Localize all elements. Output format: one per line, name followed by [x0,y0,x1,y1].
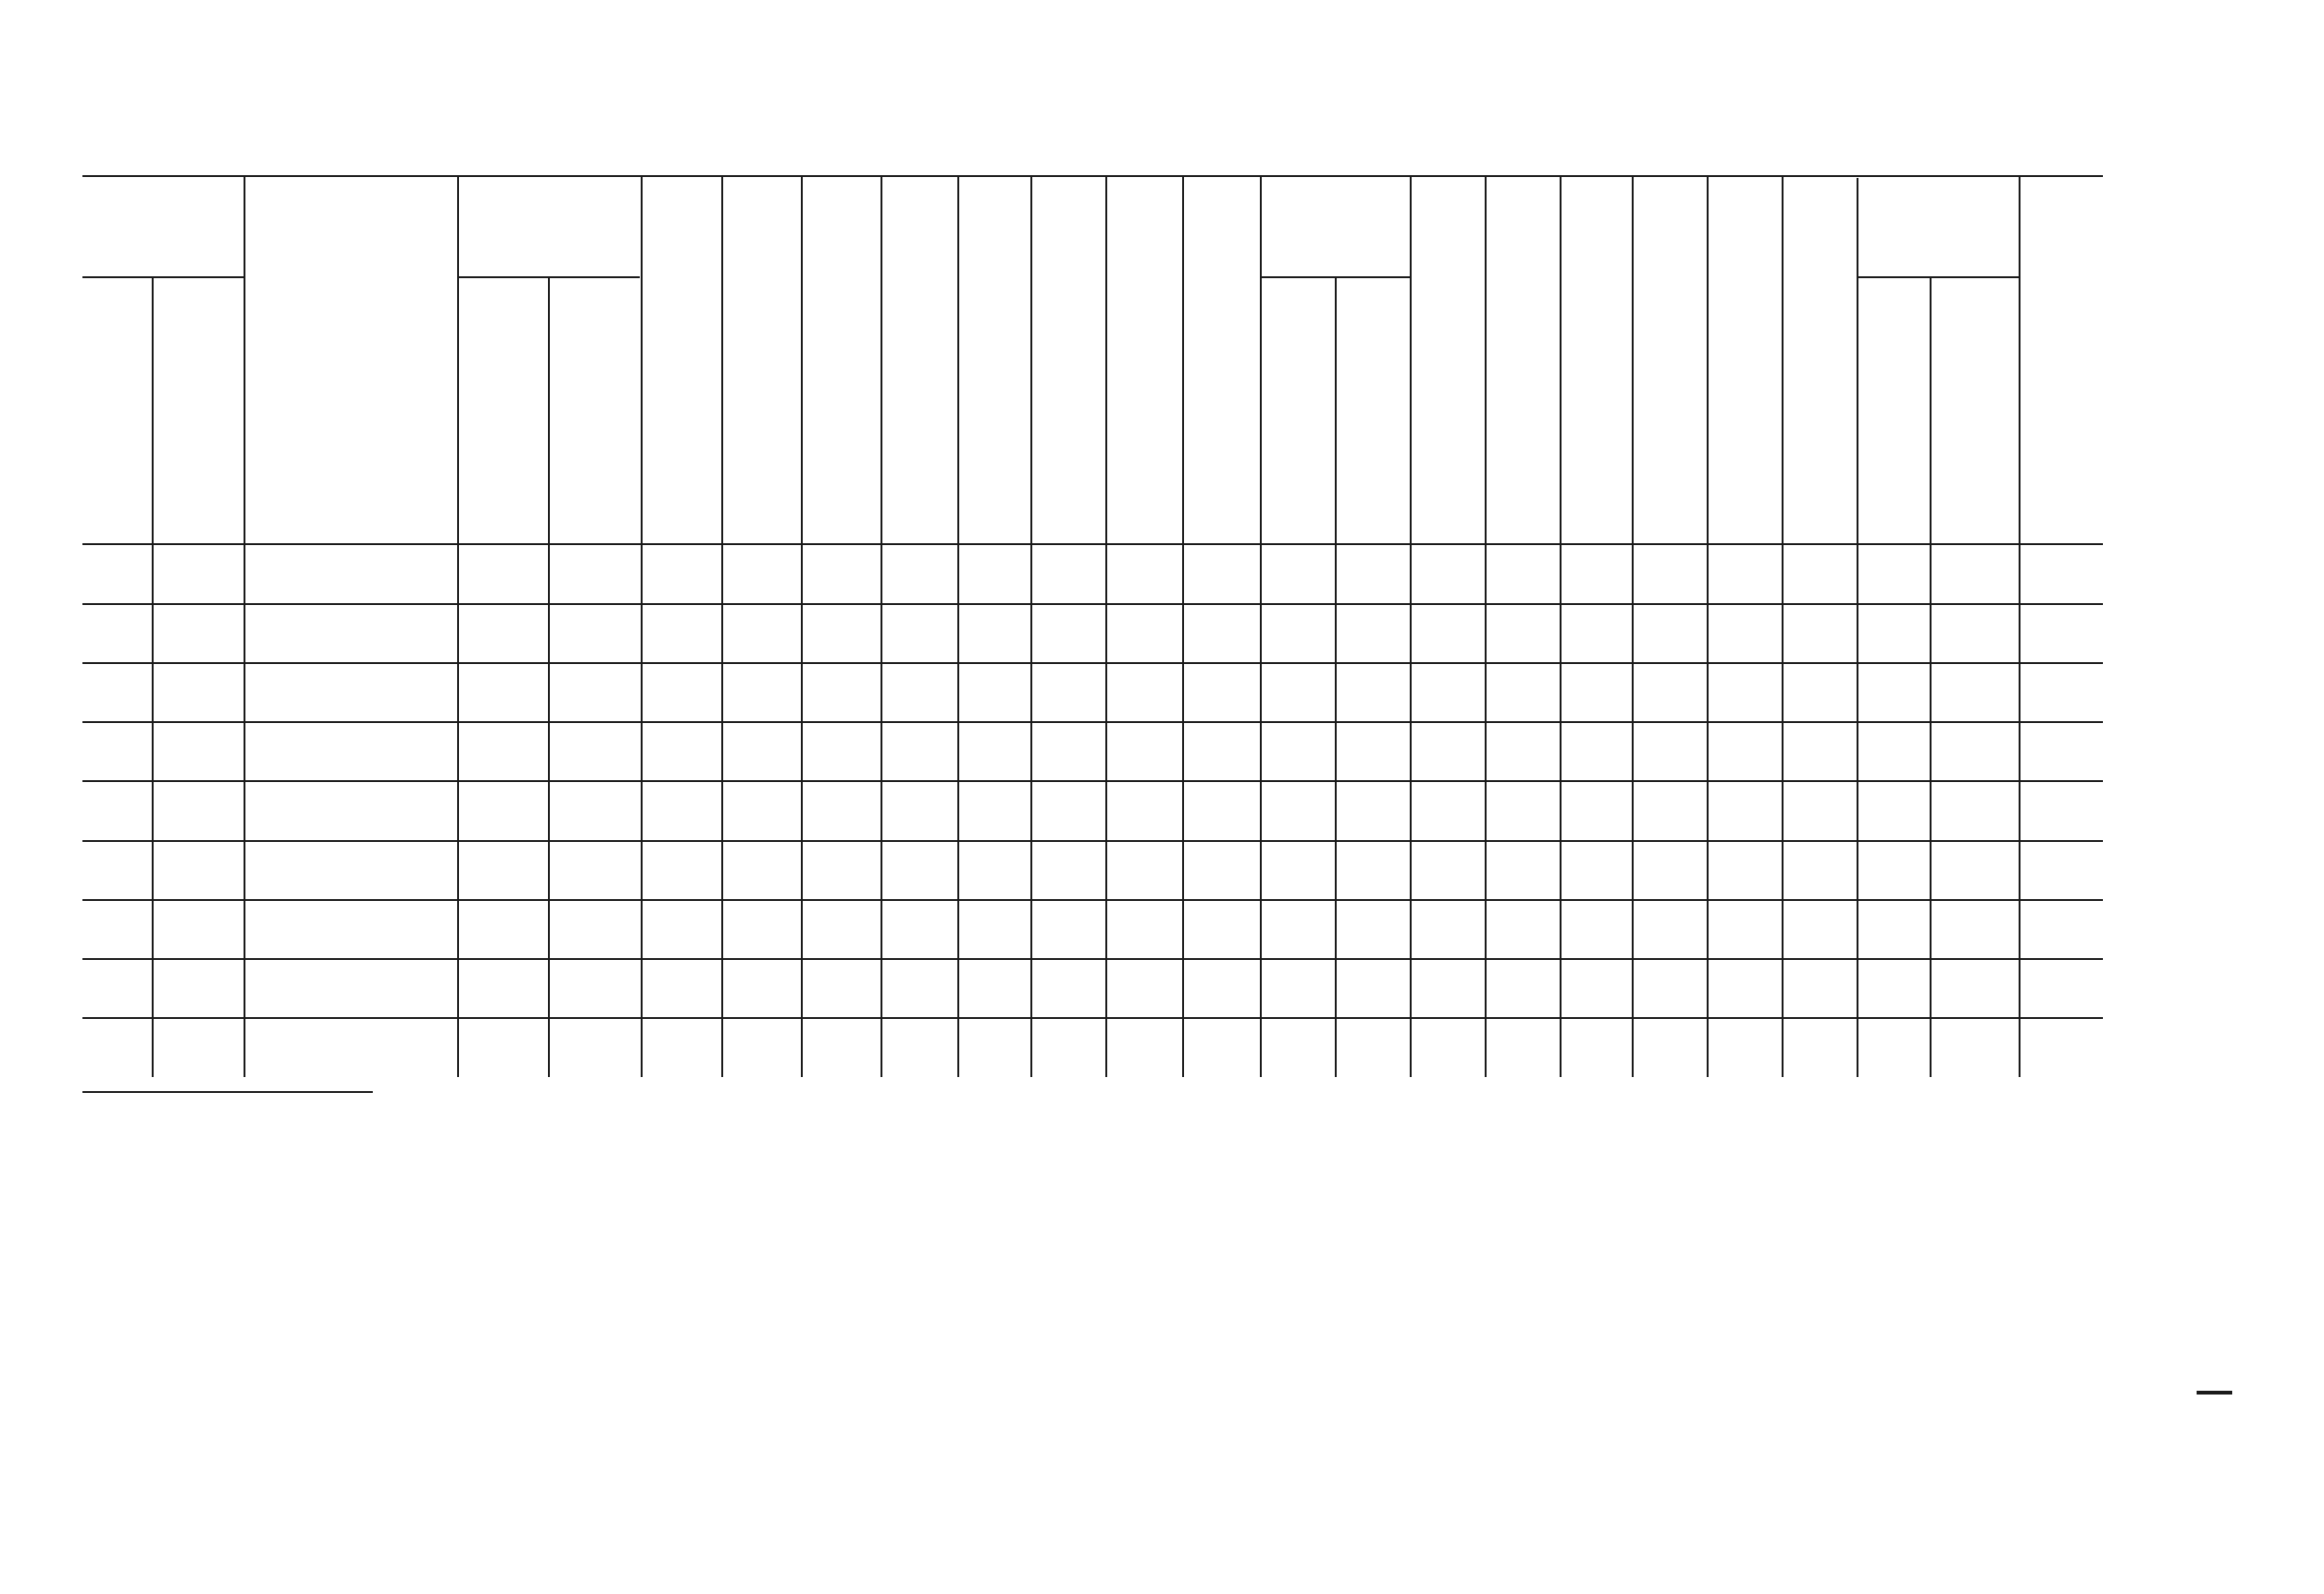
table-cell [244,721,457,780]
table-cell [457,958,548,1017]
table-cell [1560,543,1632,619]
header-L1 [1410,175,1485,543]
table-cell [548,840,641,899]
table-cell [721,988,801,1077]
header-A [641,175,721,543]
table-cell [641,610,721,676]
table-cell [881,619,957,695]
table-cell [1485,780,1560,839]
table-cell [1782,543,1857,619]
table-cell [152,780,244,839]
table-cell [82,840,152,899]
table-cell [82,721,152,780]
table-cell [1030,810,1105,877]
table-cell [1560,696,1632,772]
table-cell [1182,810,1260,877]
table-cell [957,899,1030,958]
table-cell [548,721,641,780]
table-cell [1857,899,1930,958]
table-cell [244,662,457,721]
header-kraynih [457,276,548,543]
table-cell [641,944,721,1011]
table-cell [721,543,801,632]
table-cell [881,849,957,924]
table-cell [457,543,548,602]
header-d2 [957,175,1030,543]
table-cell [457,1018,548,1077]
table-cell [1930,780,2019,839]
header-L2 [1485,175,1560,543]
table-cell [548,780,641,839]
table-cell [548,662,641,721]
header-ispolnenie [82,175,244,276]
table-cell [1182,543,1260,610]
table-cell [1410,543,1485,810]
table-cell [1632,696,1707,772]
table-cell [641,1011,721,1077]
table-cell [1105,810,1182,899]
table-cell [244,543,457,602]
header-L [1260,175,1410,276]
header-H [1030,175,1105,543]
table-cell [1560,849,1632,924]
table-cell [1485,543,1560,602]
table-cell [2019,849,2103,924]
table-cell [2019,619,2103,695]
header-h2 [1182,175,1260,543]
table-cell [1260,924,1335,1000]
table-cell [82,602,152,661]
table-cell [2019,772,2103,848]
table-cell [1782,924,1857,1000]
table-cell [244,780,457,839]
table-cell [957,543,1030,602]
table-cell [721,721,801,810]
table-cell [2019,543,2103,619]
table-cell [1182,944,1260,1011]
table-cell [957,780,1030,839]
header-b [1707,175,1782,276]
header-c [721,175,801,543]
table-cell [457,840,548,899]
table-cell [152,662,244,721]
table-cell [1260,543,1335,619]
header-massa-rezb [1857,276,1930,543]
table-cell [1632,619,1707,695]
table-cell [1335,924,1410,1000]
table-cell [1560,924,1632,1000]
table-cell [548,899,641,958]
table-cell [1105,632,1182,721]
header-L-rezb [1260,276,1335,543]
table-cell [881,543,957,619]
table-cell [1930,958,2019,1017]
table-cell [1182,877,1260,943]
table-cell [1857,543,1930,602]
header-d1 [881,175,957,543]
table-cell [1030,543,1105,610]
table-cell [1335,696,1410,772]
table-cell [152,721,244,780]
table-cell [1707,1001,1782,1077]
table-cell [548,543,641,602]
table-cell [1782,1001,1857,1077]
table-cell [1030,677,1105,744]
table-cell [2019,696,2103,772]
table-cell [1930,543,2019,602]
header-s [1560,175,1632,543]
table-cell [1260,1001,1335,1077]
table-cell [457,602,548,661]
header-c1 [801,175,881,543]
table-cell [641,877,721,943]
table-cell [1782,772,1857,848]
table-cell [1182,677,1260,744]
table-cell [1485,602,1560,661]
table-cell [801,650,881,757]
table-cell [1707,924,1782,1000]
table-cell [1560,619,1632,695]
table-cell [1260,849,1335,924]
table-cell [1485,721,1560,780]
table-cell [548,602,641,661]
table-cell [641,677,721,744]
header-massa [1857,175,2019,276]
table-cell [1782,619,1857,695]
table-cell [1182,744,1260,810]
table-cell [1335,1001,1410,1077]
table-cell [881,696,957,772]
table-cell [1105,543,1182,632]
table-cell [244,899,457,958]
table-cell [641,810,721,877]
table-cell [1335,772,1410,848]
table-cell [244,958,457,1017]
table-cell [244,1018,457,1077]
table-cell [82,899,152,958]
table-cell [1560,772,1632,848]
table-cell [957,958,1030,1017]
header-massa-naplav [2019,175,2103,543]
table-cell [1930,662,2019,721]
table-cell [801,970,881,1077]
header-gladk [152,276,244,543]
table-cell [641,744,721,810]
table-cell [1632,772,1707,848]
table-cell [152,899,244,958]
table-cell [1632,1001,1707,1077]
table-cell [721,899,801,988]
table-cell [957,1018,1030,1077]
table-cell [1782,696,1857,772]
table-cell [957,721,1030,780]
table-cell [1632,924,1707,1000]
table-cell [2019,1001,2103,1077]
table-cell [1335,849,1410,924]
table-cell [1782,849,1857,924]
header-L-gladk [1335,276,1410,543]
table-cell [1857,602,1930,661]
header-nagruzka [244,175,457,543]
table-cell [1030,1011,1105,1077]
table-cell [1707,543,1782,619]
table-cell [82,958,152,1017]
table-cell [1485,1018,1560,1077]
table-cell [1707,772,1782,848]
table-cell [457,780,548,839]
table-cell [1707,696,1782,772]
table-cell [2019,924,2103,1000]
table-cell [457,662,548,721]
table-cell [1857,840,1930,899]
table-cell [1260,619,1335,695]
table-cell [1335,619,1410,695]
table-cell [82,780,152,839]
table-cell [1707,619,1782,695]
table-cell [1857,958,1930,1017]
table-cell [1930,721,2019,780]
table-cell [1105,721,1182,810]
table-cell [1485,899,1560,958]
table-cell [641,543,721,610]
table-cell [82,543,152,602]
table-cell [457,899,548,958]
table-cell [801,863,881,970]
header-h [1782,175,1857,276]
table-cell [1335,543,1410,619]
table-cell [1030,610,1105,676]
table-cell [801,757,881,863]
table-cell [1560,1001,1632,1077]
table-bottom-rule [82,1091,373,1093]
table-cell [721,632,801,721]
table-cell [1030,944,1105,1011]
header-sredney [548,276,641,543]
table-cell [1485,662,1560,721]
table-cell [1632,849,1707,924]
table-cell [1030,744,1105,810]
table-cell [1410,810,1485,1077]
table-cell [721,810,801,899]
table-cell [152,543,244,602]
table-cell [152,1018,244,1077]
table-cell [957,840,1030,899]
table-cell [457,721,548,780]
table-cell [548,1018,641,1077]
table-cell [1105,899,1182,988]
table-cell [881,1001,957,1077]
table-cell [1485,958,1560,1017]
table-cell [1030,877,1105,943]
table-cell [152,602,244,661]
table-cell [548,958,641,1017]
table-cell [1485,840,1560,899]
header-diam [457,175,641,276]
table-cell [1930,602,2019,661]
standard-code-sidebar [2197,941,2232,1395]
table-cell [244,602,457,661]
table-cell [152,958,244,1017]
table-cell [1857,721,1930,780]
table-cell [1182,610,1260,676]
table-cell [1857,1018,1930,1077]
table-cell [957,602,1030,661]
table-cell [1707,849,1782,924]
table-cell [1930,1018,2019,1077]
table-cell [1260,772,1335,848]
header-h1 [1105,175,1182,543]
table-cell [244,840,457,899]
table-cell [1105,988,1182,1077]
table-cell [82,662,152,721]
header-ne-menee [1707,276,1857,543]
table-cell [881,772,957,848]
table-cell [881,924,957,1000]
table-cell [1930,899,2019,958]
header-rezb [82,276,152,543]
table-cell [1632,543,1707,619]
header-massa-gladk [1930,276,2019,543]
table-cell [957,662,1030,721]
table-cell [1260,696,1335,772]
table-cell [1857,662,1930,721]
table-cell [801,543,881,650]
table-cell [152,840,244,899]
table-cell [1930,840,2019,899]
header-l [1632,175,1707,543]
table-cell [82,1018,152,1077]
table-cell [1182,1011,1260,1077]
table-cell [1857,780,1930,839]
